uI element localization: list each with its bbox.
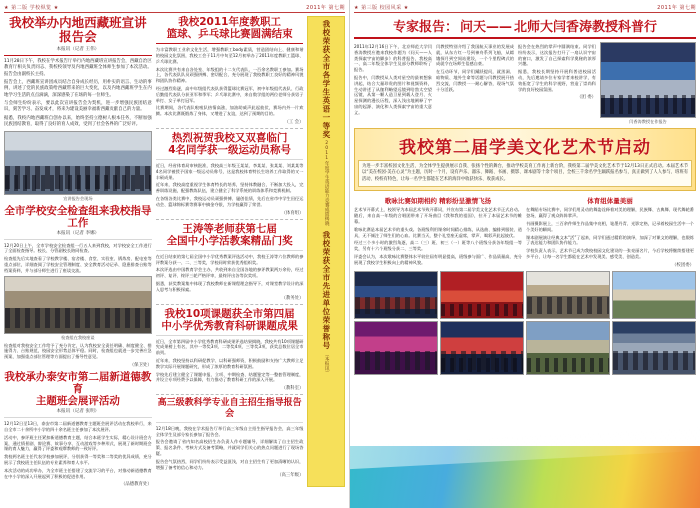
article1-photo-caption: 宣讲报告会现场: [63, 195, 93, 201]
art-col-right: [526, 194, 694, 267]
c2-a3-sign: （教务处）: [281, 295, 304, 301]
left-runhead-center: 2011年 第七期: [306, 5, 345, 11]
c2-a5-para-2: 报告会邀请了省内知名高校招生办负责人作专题辅导，详细解读了自主招生政策、报名条件、考核方式及备考策略，并就同学们关心的热点问题进行了现场答疑。: [155, 439, 304, 457]
article1-para-3: 与会师生纷纷表示，要以此次宣讲报告会为契机，进一步增强民族团结意识，刻苦学习、奋发成才，将来为建设美丽幸福新西藏贡献自己的力量。: [4, 101, 152, 113]
c2-a1-para-1: 为丰富教职工业余文化生活，增强教职工body素质，营造团结向上、健康和谐的校园文化氛围，我校工会于11月中旬至12月初举办了2011年度教职工篮球、乒乓球比赛。: [155, 47, 304, 64]
art-festival-banner: [354, 128, 696, 191]
art-col-left: [354, 194, 522, 267]
article3-para-2: 活动中，参评班主任紧扣新道德教育主题，结合本班学生实际，精心设计班会方案，通过情景剧、辩论赛、故事分享、互动游戏等多种形式，展现了新时期班会课的育人魅力，赢得了评委和观摩教师的一致好评。: [4, 434, 152, 452]
c2-a3-para-3: 据悉，获奖教案集中体现了我校教师在新课程理念指导下，对课堂教学设计的深入思考与积极探索。: [155, 280, 304, 292]
left-column-3-highlight: [307, 16, 345, 487]
photo-meeting: [612, 321, 696, 375]
article1-para-1: 11月28日下午，我校在学术报告厅举行内地西藏班宣讲报告会，西藏自治区教育厅相关负责同志、我校校领导及内地西藏班全体师生参加了本次活动。报告会由副校长主持。: [4, 58, 152, 77]
article2-headline: 全市学校安全检查组来我校指导工作: [4, 204, 152, 229]
expert-col-1: [354, 42, 432, 125]
art-festival-body: [354, 194, 696, 267]
article3-headline-line2: 主题班会展评活动: [35, 395, 120, 408]
photo-sports: [526, 321, 610, 375]
art-festival-lead: 为进一步丰富校园文化生活，为全体学生提供展示自我、张扬个性的舞台，推动学校美育工作再上新台阶，我校第二届学美文化艺术节于12月13日正式启动。本届艺术节以“美在校园·美在心灵”为主题，历时一个月，设有声乐、器乐、舞蹈、书画、摄影、课本剧等十余个项目，全校三千余名学生踊跃报名参与，真正做到了人人参与、班班有活动、校校有特色，让每一名学生都能在艺术的海洋中收获快乐、收获成长。: [358, 160, 692, 187]
photo-dance: [354, 321, 438, 375]
expert-col-2: [436, 42, 514, 125]
expert-col-3: [518, 42, 596, 125]
article1-byline: 本报讯（记者 王伟）: [56, 46, 100, 52]
photo-stage: [354, 271, 438, 319]
c2-a2-sign: （体育组）: [281, 210, 304, 216]
c2-article2-headline-1: 热烈祝贺我校又双喜临门: [171, 131, 288, 144]
c2-a5-para-3: 报告会气氛热烈，同学们纷纷表示受益匪浅，对自主招生有了更加清晰的认识，增强了备考的信心和动力。: [155, 458, 304, 470]
c2-article3-headline-2: 全国中小学活教案精品门奖: [166, 234, 293, 247]
left-runhead-left: ★ 第二版 学校纵览 ★: [4, 5, 59, 11]
expert-report-body: [354, 42, 696, 125]
c2-a2-para-1: 近日，经省体育局审核批准，我校高三年级王某某、李某某、张某某、刘某某等4名同学被授予国家一级运动员称号，这是我校体育特长生培养工作取得的又一丰硕成果。: [155, 163, 304, 180]
art-right-para-2: 书画摄影展上，三百余件师生作品集中亮相，笔墨丹青、光影定格，记录着校园生活中一个个美好的瞬间。: [526, 220, 694, 232]
art-festival-photo-row-1: [354, 271, 696, 319]
left-columns: [4, 16, 345, 487]
right-runhead-center: 2011年 第七期: [657, 5, 696, 11]
left-column-1: [4, 16, 152, 487]
c2-a5-para-1: 12月18日晚，我校在学术报告厅举行高三年级自主招生指导报告会，高三年级全体学生及部分家长参加了报告会。: [155, 425, 304, 437]
article2-photo-caption: 检查组在我校座谈: [61, 334, 95, 340]
article2-byline: 本报讯（记者 李娜）: [56, 230, 100, 236]
article1-headline: 我校举办内地西藏班宣讲报告会: [9, 15, 147, 45]
art-right-para-1: 在舞蹈专场比赛中，同学们用灵动的舞姿诠释着对美的理解，民族舞、古典舞、现代舞轮番登场，赢得了观众阵阵掌声。: [526, 207, 694, 219]
art-left-para-1: 艺术节开幕式上，校领导为本届艺术节致开幕词，并宣布第二届学美文化艺术节正式启动。随后，来自高一年级的合唱团带来了开场曲目《我和我的祖国》，拉开了本届艺术节的帷幕。: [354, 207, 522, 224]
photo-award: [440, 271, 524, 319]
c2-a1-para-2: 本次比赛共有来自各处室、年级组的十二支代表队、一百余名教职工参加。赛场上，各代表队队员顽强拼搏、密切配合，充分展现了我校教职工良好的精神风貌和团队协作精神。: [155, 66, 304, 84]
c2-article2-headline-2: 4名同学获一级运动员称号: [168, 143, 291, 156]
article3-para-1: 12月12日至13日，泰安市第二届新道德教育主题班会展评活动在我校举行，来自全市二十余所中小学的四十余名班主任参加了本次展评。: [4, 421, 152, 432]
art-right-para-3: 课本剧展演让经典文本“活”了起来，同学们通过精彩的演绎，加深了对课文的理解，也锻炼了表达能力和团队协作能力。: [526, 234, 694, 246]
expert-para-3: 闫教授特别介绍了我国航天事业的发展成就，从东方红一号到神舟系列飞船，从嫦娥探月到空间站建设，一个个里程碑式的成就令在场师生倍感自豪。: [436, 44, 514, 67]
c2-a4-para-2: 近年来，我校坚持以科研促教学、以科研强师资，积极鼓励和支持广大教师立足教学实际开展课题研究，形成了浓厚的教育科研氛围。: [155, 358, 304, 369]
c2-article1-headline-1: 我校2011年度教职工: [178, 16, 281, 28]
photo-choir: [440, 321, 524, 375]
art-left-para-4: 评委会认为，本次歌咏比赛整体水平较往届有明显提高，班级参与面广、作品质量高，充分展现了我校学生积极向上的精神风貌。: [354, 253, 522, 265]
article2-para-1: 12月20日上午，全市学校安全检查组一行五人来到我校，对学校安全工作进行了全面检查指导。校长、分管副校长陪同检查。: [4, 242, 152, 254]
c2-article5-headline: 高三级教科学专业自主招生指导报告会: [157, 398, 302, 419]
right-running-head: [354, 4, 696, 13]
c2-a3-para-1: 在近日结束的第七届全国中小学优秀教案评选活动中，我校王涛等六位教师的参评教案分获一、二、三等奖，学校同时荣获优秀组织奖。: [155, 253, 304, 265]
c2-article4-headline-2: 中小学优秀教育科研课题成果: [161, 319, 298, 332]
article1-para-4: 据悉，我校内地西藏班自创办以来，始终坚持立德树人根本任务，不断加强民族团结教育，取得了良好的育人成效，受到了社会各界的广泛好评。: [4, 115, 152, 128]
c2-a3-para-2: 本次评选由中国教育学会主办，共收到来自全国各地的参评教案两万余份，经过初评、复评、终评三轮严格评审，最终评出各等次奖项。: [155, 267, 304, 279]
left-running-head: [4, 4, 345, 13]
c2-article3-headline-1: 王涛等老师获第七届: [182, 222, 277, 235]
expert-report-title: 问天——: [459, 20, 512, 35]
c2-a4-para-3: 学校先后建立健全了课题申报、立项、中期检查、结题鉴定等一整套管理制度，并设立专项经费予以保障，有力推动了教育科研工作的深入开展。: [155, 371, 304, 383]
c2-a1-para-3: 经过激烈角逐，高中年级组代表队获得篮球比赛冠军，初中年级组代表队、行政后勤组代表队分获亚军和季军；乒乓球比赛中，来自数学组的两位老师分获男子单打、女子单打冠军。: [155, 85, 304, 103]
highlight-subtitle: 2011年度学生英语能力竞赛成绩揭晓: [324, 141, 330, 226]
expert-sign: （团 委）: [577, 95, 596, 101]
article3-para-4: 本次活动的成功举办，为全市班主任搭建了交流学习的平台，对推动新道德教育在中小学的深入开展起到了积极的促进作用。: [4, 467, 152, 479]
c2-a1-para-4: 比赛期间，各代表队啦啦队热情高涨，加油助威声此起彼伏，赛场内外一片欢腾。本次比赛既锻炼了身体，又增进了友谊，达到了预期的目的。: [155, 105, 304, 117]
expert-report-prefix: 专家报告：: [392, 20, 458, 35]
article2-para-3: 检查组对我校安全工作给予了充分肯定，认为我校安全责任明确、制度健全、措施得力、台账规范，校园安全形势总体平稳。同时，检查组也就进一步完善应急预案、加强重点部位管理等方面提出了指导性意见。: [4, 342, 152, 360]
expert-para-1: 2011年12月16日下午，北京师范大学闫香涛教授应邀来我校作题为《问天——人类探索宇宙的脚步》的科普报告，我校高一、高二年级全体学生及部分教师聆听了报告。: [354, 44, 432, 73]
c2-a1-sign: （工 会）: [284, 119, 304, 125]
article2-para-2: 检查组先后实地查看了学校教学楼、宿舍楼、食堂、实验室、锅炼房、配电室等重点部位，详细查阅了学校安全管理制度、安全教育活动记录、隐患排查台账等档案资料，并与部分师生进行了座谈交流。: [4, 256, 152, 273]
photo-campus: [612, 271, 696, 319]
art-right-para-4: 学校负责人表示，艺术节已成为我校校园文化建设的一张亮丽名片，今后学校将继续搭建更多平台，让每一名学生都能在艺术中发现美、感受美、创造美。: [526, 248, 694, 259]
art-left-para-2: 歌咏比赛是本届艺术节的重头戏。各班级利用课余时间精心排练，从选曲、编排到服装、道具，无不倾注了师生们的心血。比赛当天，整个礼堂座无虚席，掌声、喝彩声此起彼伏。: [354, 226, 522, 238]
article3-para-3: 我校两名班主任代表学校参加展评，分别获得一等奖和二等奖的优异成绩，充分展示了我校班主任队伍的专业素养和育人水平。: [4, 454, 152, 465]
highlight-note: （本报讯）: [324, 352, 330, 376]
article3-sign: （品德教育处）: [120, 482, 152, 488]
decorative-color-swoosh: [350, 446, 700, 508]
expert-photo-caption: 闫香涛教授在作报告: [629, 119, 667, 124]
expert-para-2: 报告中，闫教授从人类对星空的最初想象讲起，结合大量珍贵的图片和视频资料，生动讲述了从伽利略望远镜到哈勃太空望远镜，从第一颗人造卫星到载人登月、火星探测的漫长历程，深入浅出地阐释了宇宙的起源、演化和人类探索宇宙的重大意义。: [354, 74, 432, 115]
c2-a4-para-1: 近日，全市第四届中小学优秀教育科研成果评选结果揭晓，我校共有10项课题研究成果榜上有名，其中一等奖3项、二等奖4项、三等奖3项，获奖总数位居全市前列。: [155, 338, 304, 356]
article2-sign: （保卫处）: [129, 363, 152, 368]
article1-para-2: 报告会上，西藏班宣讲团成员结合自身成长经历，用朴实的语言、生动的事例，讲述了党的民族政策给西藏带来的巨大变化，以及内地西藏班学生在内地学习生活的点点滴滴，深深感染了在场的每一位师生。: [4, 79, 152, 98]
art-festival-title: 我校第二届学美文化艺术节启动: [399, 138, 651, 158]
expert-report-title-2: 北师大闫香涛教授科普行: [514, 20, 658, 35]
c2-article4-headline-1: 我校10项课题获全市第四届: [164, 307, 295, 320]
expert-report-headline: [354, 16, 696, 39]
photo-meeting-table: [4, 276, 152, 334]
c2-a2-para-2: 近年来，我校高度重视学生体育特长的培养，坚持体教融合，不断加大投入，完善训练设施，配强教练队伍，建立健全了科学系统的训练体系和竞赛机制。: [155, 182, 304, 194]
art-subhead-2: 体育组体量美丽: [587, 197, 633, 206]
c2-a4-sign: （教科室）: [281, 386, 304, 392]
photo-classroom: [4, 131, 152, 195]
expert-col-photo: [600, 42, 696, 125]
c2-a2-para-3: 在各级各类比赛中，我校运动员顽强拼搏、屡创佳绩，先后在省市中学生田径运动会、篮球锦标赛等赛事中摘金夺银，为学校赢得了荣誉。: [155, 196, 304, 207]
highlight-title: 我校荣获全市各学生英语一等奖: [321, 20, 331, 139]
right-runhead-left: ★ 第三版 校园风采 ★: [354, 5, 409, 11]
art-left-para-3: 经过三个多小时的激烈角逐，高二（三）班、初三（一）班等八个班级分获各年级组一等奖，另有十六个班级分获二、三等奖。: [354, 240, 522, 252]
highlight-title-2: 我校荣获全市先进单位荣誉称号: [321, 231, 331, 351]
expert-para-4: 在互动环节，同学们踊跃提问，就黑洞、暗物质、地外生命等话题与闫教授展开热烈交流，闫教授一一耐心解答，现场气氛十分活跃。: [436, 69, 514, 92]
c2-a5-sign: （高三年级）: [277, 473, 304, 479]
art-subhead-1: 歌咏比赛如期相约 精彩纷呈激情飞扬: [384, 197, 492, 206]
photo-hall: [526, 271, 610, 319]
photo-speaker: [600, 42, 696, 118]
expert-para-5: 报告会在热烈的掌声中圆满结束。同学们纷纷表示，这次报告打开了一扇认识宇宙的窗口，激发了自己探索科学奥秘的浓厚兴趣。: [518, 44, 596, 67]
expert-para-6: 据悉，我校长期坚持开展科普进校园活动，先后邀请多位专家学者来校讲学，有效拓宽了学生的科学视野，营造了崇尚科学的良好校园氛围。: [518, 69, 596, 92]
art-festival-sign: （校团委）: [672, 262, 694, 268]
article3-headline-line1: 我校承办泰安市第二届新道德教育: [4, 371, 152, 396]
left-column-2: [156, 16, 304, 487]
c2-article1-headline-2: 篮球、乒乓球比赛圆满结束: [166, 28, 293, 41]
article3-byline: 本报讯（记者 张明）: [56, 409, 100, 415]
art-festival-photo-row-2: [354, 321, 696, 375]
page-three: [350, 0, 700, 508]
